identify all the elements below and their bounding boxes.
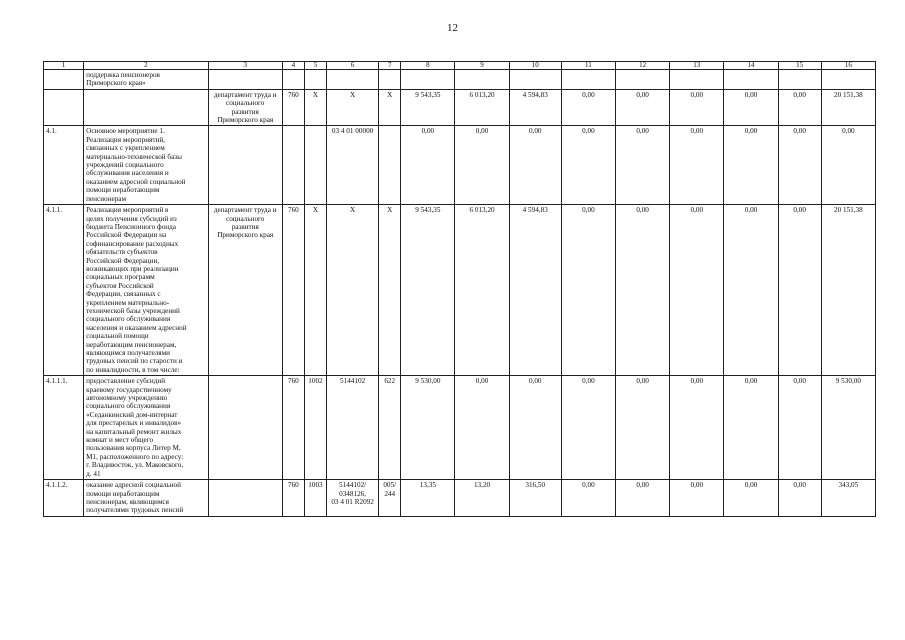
value-cell: 760 (282, 89, 304, 126)
value-cell: 0,00 (670, 126, 724, 205)
value-cell (282, 70, 304, 90)
header-cell: 4 (282, 62, 304, 70)
value-cell: 0,00 (778, 376, 821, 480)
row-number-cell (44, 70, 84, 90)
value-cell: 6 013,20 (455, 205, 509, 376)
header-cell: 8 (401, 62, 455, 70)
table-row (44, 89, 876, 126)
description-cell: оказание адресной социальной помощи неработающим пенсионерам, являющимся получателями трудовых пенсий (84, 480, 208, 517)
value-cell: 0,00 (778, 89, 821, 126)
executor-cell: департамент труда и социального развития Приморского края (208, 205, 282, 376)
value-cell: 0,00 (561, 480, 615, 517)
value-cell: 0,00 (616, 89, 670, 126)
value-cell (401, 70, 455, 90)
header-cell: 15 (778, 62, 821, 70)
table-row (44, 70, 876, 90)
value-cell: 9 530,00 (401, 376, 455, 480)
header-cell: 11 (561, 62, 615, 70)
description-cell: Основное мероприятие 1. Реализация мероприятий, связанных с укреплением материально-технической базы учреждений социального обслуживания населения и оказанием адресной социальной помощи неработающим пенсионерам (84, 126, 208, 205)
executor-cell (208, 480, 282, 517)
value-cell: 4 594,83 (509, 89, 561, 126)
value-cell: 0,00 (561, 126, 615, 205)
value-cell: 0,00 (616, 376, 670, 480)
table-row (44, 376, 876, 480)
value-cell: 005/ 244 (379, 480, 401, 517)
value-cell: 0,00 (724, 89, 778, 126)
value-cell: 9 543,35 (401, 205, 455, 376)
value-cell: 343,05 (821, 480, 875, 517)
row-number-cell: 4.1.1. (44, 205, 84, 376)
value-cell: 0,00 (509, 376, 561, 480)
column-number-header (44, 62, 876, 70)
value-cell: 20 151,38 (821, 89, 875, 126)
header-cell: 14 (724, 62, 778, 70)
value-cell: 0,00 (455, 126, 509, 205)
description-cell (84, 89, 208, 126)
value-cell: 9 543,35 (401, 89, 455, 126)
row-number-cell: 4.1.1.2. (44, 480, 84, 517)
value-cell: X (379, 89, 401, 126)
value-cell (561, 70, 615, 90)
value-cell: 622 (379, 376, 401, 480)
value-cell (379, 70, 401, 90)
value-cell: 0,00 (561, 376, 615, 480)
value-cell: 20 151,38 (821, 205, 875, 376)
header-cell: 12 (616, 62, 670, 70)
value-cell (724, 70, 778, 90)
value-cell: 1003 (304, 480, 326, 517)
executor-cell (208, 126, 282, 205)
description-cell: Реализация мероприятий в целях получения субсидий из бюджета Пенсионного фонда Российской Федерации на софинансирование расходных обязательств субъектов Российской Федерации, возникающих при реализации социальных программ субъектов Российской Федерации, связанных с укреплением материально- технической базы учреждений социального обслуживания населения и оказанием адресной социальной помощи неработающим пенсионерам, являющимся получателями трудовых пенсий по старости и по инвалидности, в том числе: (84, 205, 208, 376)
value-cell: X (327, 205, 379, 376)
value-cell: 6 013,20 (455, 89, 509, 126)
value-cell (304, 70, 326, 90)
value-cell: 0,00 (455, 376, 509, 480)
row-number-cell: 4.1.1.1. (44, 376, 84, 480)
value-cell: 0,00 (778, 205, 821, 376)
value-cell: 0,00 (724, 126, 778, 205)
value-cell: 0,00 (778, 480, 821, 517)
row-number-cell: 4.1. (44, 126, 84, 205)
header-cell: 10 (509, 62, 561, 70)
value-cell (455, 70, 509, 90)
value-cell: 0,00 (509, 126, 561, 205)
value-cell (327, 70, 379, 90)
description-cell: предоставление субсидий краевому государственному автономному учреждению социального обслуживания «Седанкинский дом-интернат для престарелых и инвалидов» на капитальный ремонт жилых комнат и мест общего пользования корпуса Литер М, М1, расположенного по адресу: г. Владивосток, ул. Маковского, д. 41 (84, 376, 208, 480)
value-cell: 13,35 (401, 480, 455, 517)
value-cell: 0,00 (724, 480, 778, 517)
value-cell: 0,00 (616, 480, 670, 517)
executor-cell: департамент труда и социального развития Приморского края (208, 89, 282, 126)
value-cell: X (304, 205, 326, 376)
value-cell: 0,00 (670, 376, 724, 480)
value-cell: 03 4 01 00000 (327, 126, 379, 205)
table-row (44, 480, 876, 517)
page-number: 12 (447, 22, 458, 34)
header-cell: 1 (44, 62, 84, 70)
program-table (43, 61, 876, 517)
value-cell: 13,20 (455, 480, 509, 517)
description-cell: поддержка пенсионеров Приморского края» (84, 70, 208, 90)
value-cell: 4 594,83 (509, 205, 561, 376)
value-cell (616, 70, 670, 90)
value-cell: 0,00 (401, 126, 455, 205)
value-cell: 0,00 (670, 205, 724, 376)
value-cell: 5144102 (327, 376, 379, 480)
value-cell (670, 70, 724, 90)
value-cell: 0,00 (616, 205, 670, 376)
value-cell: 0,00 (561, 89, 615, 126)
value-cell: 0,00 (670, 480, 724, 517)
value-cell (304, 126, 326, 205)
header-cell: 13 (670, 62, 724, 70)
value-cell: 0,00 (778, 126, 821, 205)
value-cell: 0,00 (616, 126, 670, 205)
row-number-cell (44, 89, 84, 126)
value-cell: 0,00 (821, 126, 875, 205)
value-cell (282, 126, 304, 205)
value-cell: 760 (282, 205, 304, 376)
value-cell (821, 70, 875, 90)
value-cell: 0,00 (724, 376, 778, 480)
value-cell: X (379, 205, 401, 376)
value-cell: X (304, 89, 326, 126)
header-cell: 5 (304, 62, 326, 70)
value-cell: 9 530,00 (821, 376, 875, 480)
value-cell: X (327, 89, 379, 126)
table-row (44, 126, 876, 205)
table-row (44, 205, 876, 376)
header-cell: 9 (455, 62, 509, 70)
value-cell: 316,50 (509, 480, 561, 517)
executor-cell (208, 70, 282, 90)
value-cell: 0,00 (670, 89, 724, 126)
header-cell: 6 (327, 62, 379, 70)
value-cell: 760 (282, 480, 304, 517)
value-cell: 760 (282, 376, 304, 480)
header-cell: 2 (84, 62, 208, 70)
value-cell (778, 70, 821, 90)
header-cell: 16 (821, 62, 875, 70)
executor-cell (208, 376, 282, 480)
value-cell: 0,00 (561, 205, 615, 376)
value-cell: 5144102/ 0348126, 03 4 01 R2092 (327, 480, 379, 517)
header-cell: 7 (379, 62, 401, 70)
value-cell (379, 126, 401, 205)
header-cell: 3 (208, 62, 282, 70)
value-cell: 1002 (304, 376, 326, 480)
value-cell (509, 70, 561, 90)
value-cell: 0,00 (724, 205, 778, 376)
